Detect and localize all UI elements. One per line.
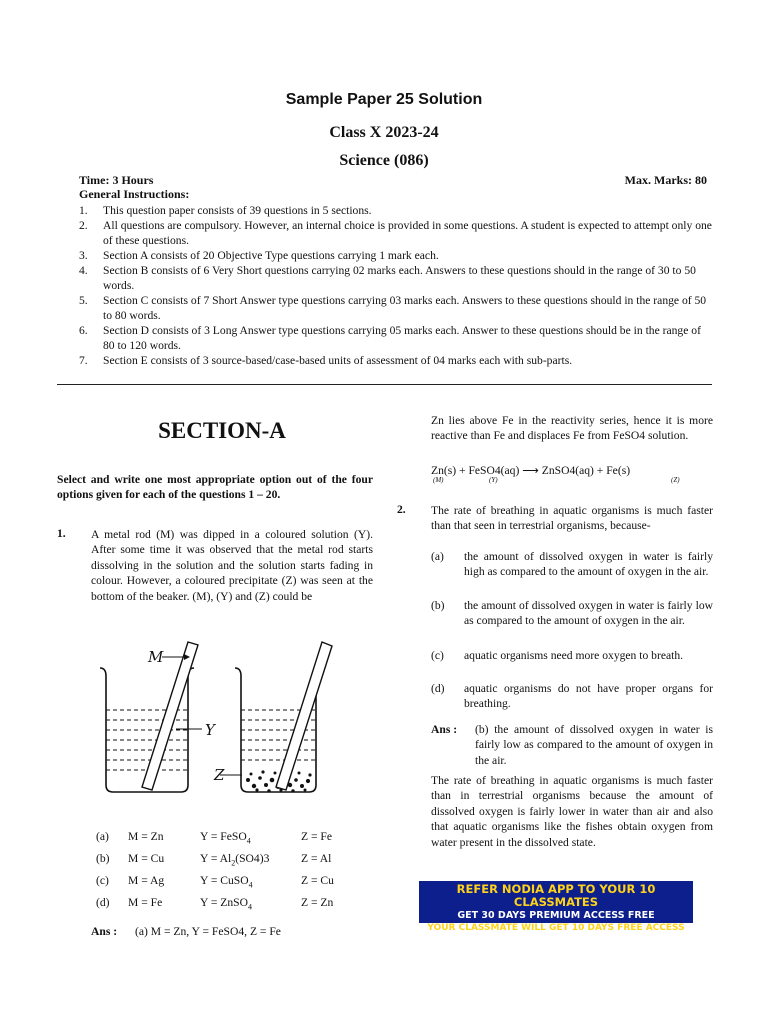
option-label: (d) [96, 896, 110, 909]
banner-line-3: YOUR CLASSMATE WILL GET 10 DAYS FREE ACCESS [427, 923, 685, 933]
option-label: (c) [96, 874, 109, 887]
label-m: M [148, 648, 164, 666]
option-y-sub: 4 [248, 880, 253, 890]
option-m: M = Fe [128, 896, 163, 909]
option-z: Z = Al [301, 852, 332, 865]
beaker-2 [235, 642, 332, 793]
question-number: 2. [397, 503, 406, 516]
q2-answer-text: (b) the amount of dissolved oxygen in water is fairly low as compared to the amount of oxygen in the air. [475, 723, 713, 767]
option-y: Y = ZnSO [200, 896, 248, 909]
class-line: Class X 2023-24 [329, 124, 439, 141]
option-y: Y = CuSO [200, 874, 249, 887]
banner-line-1: REFER NODIA APP TO YOUR 10 CLASSMATES [456, 882, 656, 909]
instruction-text: Section D consists of 3 Long Answer type questions carrying 05 marks each. Answer to these questions should be in the range of 80 to 120 words. [103, 324, 701, 352]
option-label: (b) [96, 852, 110, 865]
option-m: M = Cu [128, 852, 165, 865]
instruction-text: This question paper consists of 39 questions in 5 sections. [103, 204, 372, 217]
option-y-sub: 4 [246, 836, 251, 846]
instruction-text: Section C consists of 7 Short Answer type questions carrying 03 marks each. Answers to these questions should in the range of 50 to 80 words. [103, 294, 707, 322]
option-z: Z = Fe [301, 830, 333, 843]
instruction-number: 2. [79, 219, 88, 232]
q2-option-a [431, 549, 713, 580]
instruction-item [79, 203, 714, 218]
option-label: (c) [431, 649, 444, 662]
question-number: 1. [57, 527, 66, 540]
q1-option-b [57, 852, 387, 868]
option-z: Z = Zn [301, 896, 334, 909]
max-marks-label: Max. Marks: 80 [624, 173, 707, 187]
page-title: Sample Paper 25 Solution [285, 91, 483, 108]
instruction-item [79, 323, 714, 353]
instruction-number: 6. [79, 324, 88, 337]
instruction-item [79, 353, 714, 368]
section-directive: Select and write one most appropriate option out of the four options given for each of the questions 1 – 20. [57, 473, 373, 502]
option-label: (d) [431, 682, 445, 695]
instruction-item [79, 293, 714, 323]
time-label: Time: 3 Hours [79, 173, 154, 187]
instruction-number: 4. [79, 264, 88, 277]
q1-equation: Zn(s) + FeSO4(aq) ⟶ ZnSO4(aq) + Fe(s) [431, 464, 631, 477]
eq-sub-m: (M) [433, 476, 444, 484]
instruction-text: All questions are compulsory. However, an internal choice is provided in some questions. A student is expected to attempt only one of these questions. [103, 219, 712, 247]
q2-answer-label: Ans : [431, 723, 458, 736]
option-text: the amount of dissolved oxygen in water is fairly low as compared to the amount of oxygen in the air. [464, 599, 713, 628]
option-m: M = Ag [128, 874, 165, 887]
subject-line: Science (086) [339, 152, 429, 169]
option-label: (a) [96, 830, 109, 843]
general-instructions-label: General Instructions: [79, 187, 190, 201]
eq-sub-z: (Z) [671, 476, 680, 484]
header-divider [57, 384, 712, 385]
option-y: Y = Al [200, 852, 232, 865]
q2-option-b [431, 598, 713, 629]
option-m: M = Zn [128, 830, 164, 843]
q1-answer-label: Ans : [91, 925, 118, 938]
option-label: (a) [431, 550, 444, 563]
question-text: A metal rod (M) was dipped in a coloured solution (Y). After some time it was observed that the metal rod starts dissolving in the solution and the solution starts fading in colour. However, a coloured precipitate (Z) was seen at the bottom of the beaker. (M), (Y) and (Z) could be [91, 528, 373, 603]
instructions-list [79, 203, 714, 368]
instruction-number: 3. [79, 249, 88, 262]
option-y-sub: 2 [231, 858, 236, 868]
instruction-item [79, 263, 714, 293]
option-y: Y = FeSO [200, 830, 247, 843]
banner-line-2: GET 30 DAYS PREMIUM ACCESS FREE [457, 910, 655, 921]
label-y: Y [205, 721, 215, 739]
q2-option-c [431, 648, 713, 663]
eq-sub-y: (Y) [489, 476, 498, 484]
option-text: aquatic organisms need more oxygen to breath. [464, 649, 684, 662]
option-label: (b) [431, 599, 445, 612]
instruction-item [79, 218, 714, 248]
label-z: Z [214, 766, 225, 784]
instruction-text: Section A consists of 20 Objective Type questions carrying 1 mark each. [103, 249, 439, 262]
instruction-item [79, 248, 714, 263]
question-text: The rate of breathing in aquatic organisms is much faster than that seen in terrestrial organisms, because- [431, 504, 713, 533]
q1-option-c [57, 874, 387, 890]
beaker-diagram [90, 640, 335, 800]
q1-explanation: Zn lies above Fe in the reactivity series, hence it is more reactive than Fe and displaces Fe from FeSO4 solution. [431, 414, 713, 443]
option-z: Z = Cu [301, 874, 334, 887]
instruction-number: 5. [79, 294, 88, 307]
q2-explanation: The rate of breathing in aquatic organisms is much faster than in terrestrial organisms because the amount of dissolved oxygen is fairly lower in water than air and also that aquatic organisms like the fishes obtain oxygen from water present in the dissolved state. [431, 774, 713, 849]
option-text: aquatic organisms do not have proper organs for breathing. [464, 682, 713, 711]
promo-banner[interactable] [419, 881, 693, 933]
q1-option-a [57, 830, 387, 846]
q1-option-d [57, 896, 387, 912]
instruction-number: 7. [79, 354, 88, 367]
instruction-text: Section E consists of 3 source-based/case-based units of assessment of 04 marks each with sub-parts. [103, 354, 573, 367]
section-heading: SECTION-A [158, 418, 286, 443]
option-text: the amount of dissolved oxygen in water is fairly high as compared to the amount of oxygen in the air. [464, 550, 713, 579]
q2-option-d [431, 681, 713, 712]
option-y-tail: (SO4)3 [235, 852, 270, 865]
instruction-number: 1. [79, 204, 88, 217]
instruction-text: Section B consists of 6 Very Short questions carrying 02 marks each. Answers to these questions should in the range of 30 to 50 words. [103, 264, 696, 292]
option-y-sub: 4 [247, 902, 252, 912]
q1-answer-text: (a) M = Zn, Y = FeSO4, Z = Fe [135, 925, 281, 938]
